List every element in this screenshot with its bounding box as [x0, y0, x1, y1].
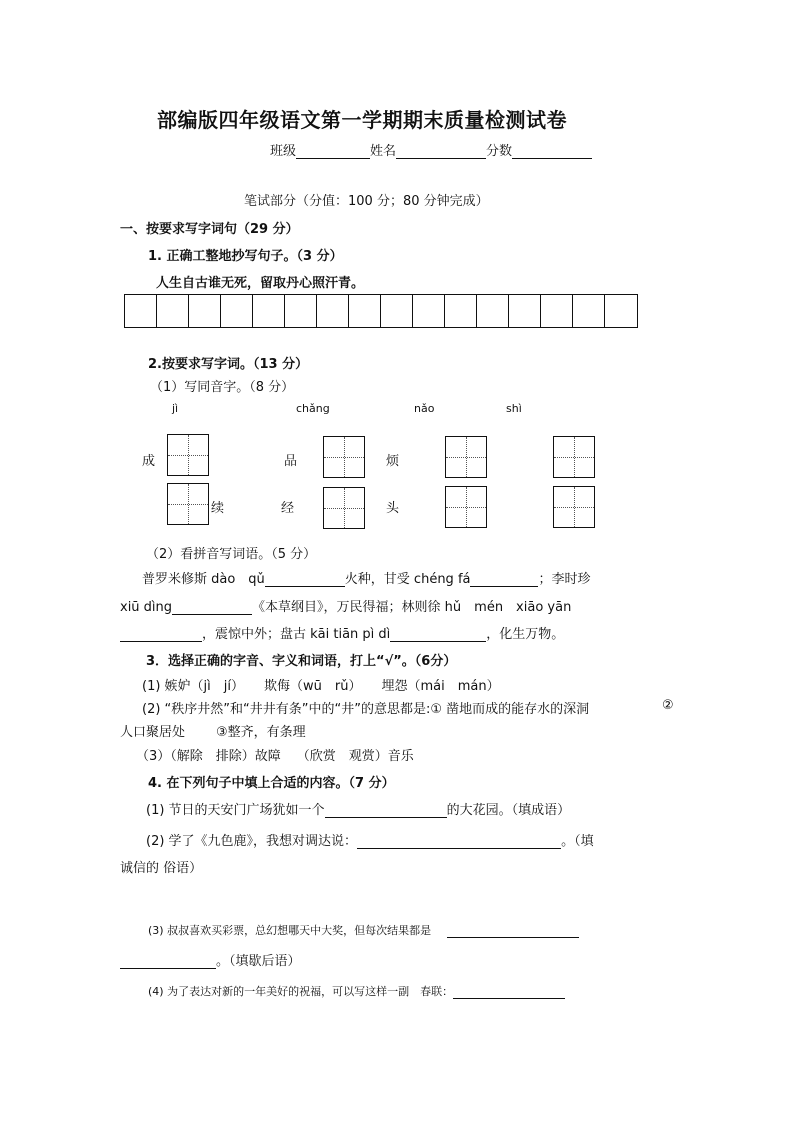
- q3-item1: [142, 675, 500, 694]
- class-blank[interactable]: [296, 144, 370, 159]
- q2-sub1: （1）写同音字。（8 分）: [150, 380, 295, 395]
- pinyin-4: shì: [506, 402, 522, 415]
- q4-item3a: [148, 922, 579, 938]
- grid-cell[interactable]: [349, 295, 381, 327]
- answer-blank[interactable]: [357, 834, 561, 849]
- q4-item4: [148, 983, 565, 999]
- char-row1-3: 烦: [386, 454, 400, 469]
- grid-cell[interactable]: [573, 295, 605, 327]
- grid-cell[interactable]: [509, 295, 541, 327]
- grid-cell[interactable]: [125, 295, 157, 327]
- answer-blank[interactable]: [453, 984, 565, 999]
- pinyin-line3: [120, 623, 564, 642]
- pinyin-line1: [142, 568, 591, 587]
- answer-blank[interactable]: [265, 572, 345, 587]
- pinyin-text: ；李时珍: [538, 572, 591, 587]
- answer-blank[interactable]: [120, 627, 202, 642]
- pinyin-1: jì: [172, 402, 179, 415]
- q2-sub2: （2）看拼音写词语。（5 分）: [146, 547, 317, 562]
- option-group[interactable]: (1) 嫉妒（jì jí）: [142, 679, 244, 694]
- q1-sentence: 人生自古谁无死，留取丹心照汗青。: [156, 276, 365, 291]
- option-group[interactable]: 埋怨（mái mán）: [381, 679, 500, 694]
- grid-cell[interactable]: [413, 295, 445, 327]
- name-blank[interactable]: [396, 144, 486, 159]
- copy-grid[interactable]: [124, 294, 638, 328]
- answer-blank[interactable]: [172, 600, 252, 615]
- grid-cell[interactable]: [317, 295, 349, 327]
- answer-blank[interactable]: [325, 803, 447, 818]
- char-row1-1: 成: [142, 454, 156, 469]
- pinyin-text: xiū dìng: [120, 600, 173, 615]
- q3-item2d[interactable]: ③整齐，有条理: [216, 725, 306, 740]
- tian-box[interactable]: [445, 486, 487, 528]
- grid-cell[interactable]: [445, 295, 477, 327]
- pinyin-2: chǎng: [296, 402, 330, 415]
- pinyin-text: 普罗米修斯 dào qǔ: [142, 572, 265, 587]
- q2-heading: 2.按要求写字词。（13 分）: [148, 357, 309, 372]
- section1-heading: 一、按要求写字词句（29 分）: [120, 222, 299, 237]
- q4-text: (3) 叔叔喜欢买彩票，总幻想哪天中大奖，但每次结果都是: [148, 924, 432, 937]
- grid-cell[interactable]: [253, 295, 285, 327]
- pinyin-text: 火种，甘受 chéng fá: [344, 572, 471, 587]
- grid-cell[interactable]: [189, 295, 221, 327]
- char-row2-3: 头: [386, 501, 400, 516]
- answer-blank[interactable]: [120, 954, 216, 969]
- class-label: 班级: [270, 144, 297, 159]
- tian-box[interactable]: [323, 436, 365, 478]
- q4-item1: [146, 799, 570, 818]
- tian-box[interactable]: [323, 487, 365, 529]
- q3-heading: 3．选择正确的字音、字义和词语，打上“√”。（6分）: [146, 654, 457, 669]
- q4-text: 。（填: [561, 834, 594, 849]
- pinyin-text: 《本草纲目》，万民得福；林则徐 hǔ mén xiāo yān: [252, 600, 572, 615]
- q3-item2c[interactable]: 人口聚居处: [120, 725, 186, 740]
- answer-blank[interactable]: [447, 923, 579, 938]
- tian-box[interactable]: [445, 436, 487, 478]
- pinyin-3: nǎo: [414, 402, 435, 415]
- q4-text: (2) 学了《九色鹿》，我想对调达说：: [146, 834, 358, 849]
- q4-heading: 4. 在下列句子中填上合适的内容。（7 分）: [148, 776, 395, 791]
- char-row1-2: 品: [284, 454, 298, 469]
- q1-heading: 1. 正确工整地抄写句子。（3 分）: [148, 249, 343, 264]
- q4-item2b: 诚信的 俗语）: [120, 861, 203, 876]
- option-group[interactable]: 欺侮（wū rǔ）: [264, 679, 362, 694]
- q4-text: 。（填歇后语）: [216, 954, 301, 969]
- grid-cell[interactable]: [157, 295, 189, 327]
- grid-cell[interactable]: [605, 295, 637, 327]
- grid-cell[interactable]: [541, 295, 573, 327]
- option-group[interactable]: （欣赏 观赏）音乐: [296, 749, 414, 764]
- exam-subtitle: 笔试部分（分值：100 分；80 分钟完成）: [244, 194, 489, 209]
- option-group[interactable]: （3）（解除 排除）故障: [136, 749, 281, 764]
- q4-text: (4) 为了表达对新的一年美好的祝福，可以写这样一副 春联：: [148, 985, 454, 998]
- tian-box[interactable]: [167, 483, 209, 525]
- page-title: 部编版四年级语文第一学期期末质量检测试卷: [157, 108, 567, 132]
- student-info-line: [270, 140, 592, 159]
- pinyin-text: ，震惊中外；盘古 kāi tiān pì dì: [202, 627, 391, 642]
- grid-cell[interactable]: [477, 295, 509, 327]
- char-row2-1: 续: [211, 501, 225, 516]
- score-blank[interactable]: [512, 144, 592, 159]
- tian-box[interactable]: [553, 436, 595, 478]
- char-row2-2: 经: [281, 501, 295, 516]
- pinyin-text: ，化生万物。: [486, 627, 565, 642]
- grid-cell[interactable]: [381, 295, 413, 327]
- answer-blank[interactable]: [390, 627, 486, 642]
- grid-cell[interactable]: [221, 295, 253, 327]
- pinyin-line2: [120, 596, 571, 615]
- name-label: 姓名: [370, 144, 397, 159]
- score-label: 分数: [486, 144, 513, 159]
- q3-item2b[interactable]: ②: [662, 698, 674, 713]
- answer-blank[interactable]: [470, 572, 538, 587]
- tian-box[interactable]: [553, 486, 595, 528]
- q3-item2a: (2) “秩序井然”和“井井有条”中的“井”的意思都是:① 凿地而成的能存水的深洞: [142, 702, 590, 717]
- grid-cell[interactable]: [285, 295, 317, 327]
- tian-box[interactable]: [167, 434, 209, 476]
- q3-item3: [136, 745, 414, 764]
- q4-item3b: [120, 950, 301, 969]
- q4-text: (1) 节日的天安门广场犹如一个: [146, 803, 325, 818]
- q4-item2a: [146, 830, 594, 849]
- q4-text: 的大花园。（填成语）: [446, 803, 571, 818]
